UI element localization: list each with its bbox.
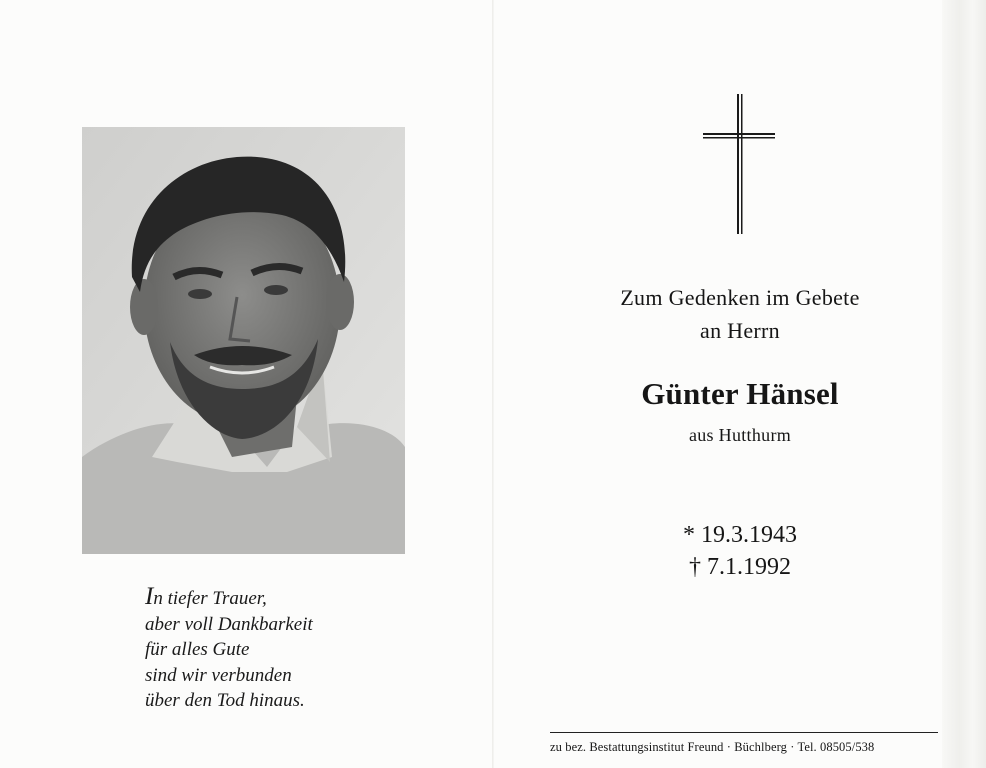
verse-line-2: aber voll Dankbarkeit — [145, 613, 313, 635]
latin-cross-icon — [703, 94, 777, 236]
verse-line-1 — [145, 584, 405, 612]
hometown: aus Hutthurm — [688, 425, 792, 445]
funeral-home-imprint: zu bez. Bestattungsinstitut Freund · Büchlberg · Tel. 08505/538 — [550, 740, 875, 754]
verse-line-5: über den Tod hinaus. — [145, 690, 305, 711]
verse-initial: I — [145, 583, 154, 610]
verse-line-1-text: n tiefer Trauer, — [153, 588, 267, 609]
footer-divider — [550, 732, 938, 733]
memorial-verse — [145, 584, 405, 714]
card-edge — [942, 0, 986, 768]
intro-line-2: an Herrn — [700, 318, 780, 343]
birth-date: * 19.3.1943 — [683, 522, 797, 548]
death-date: † 7.1.1992 — [689, 554, 791, 580]
intro-line-1: Zum Gedenken im Gebete — [620, 285, 860, 310]
verse-line-4: sind wir verbunden — [145, 664, 292, 686]
card-fold — [492, 0, 494, 768]
deceased-name: Günter Hänsel — [641, 376, 839, 411]
verse-line-3: für alles Gute — [145, 639, 250, 660]
portrait-photo — [82, 127, 405, 554]
